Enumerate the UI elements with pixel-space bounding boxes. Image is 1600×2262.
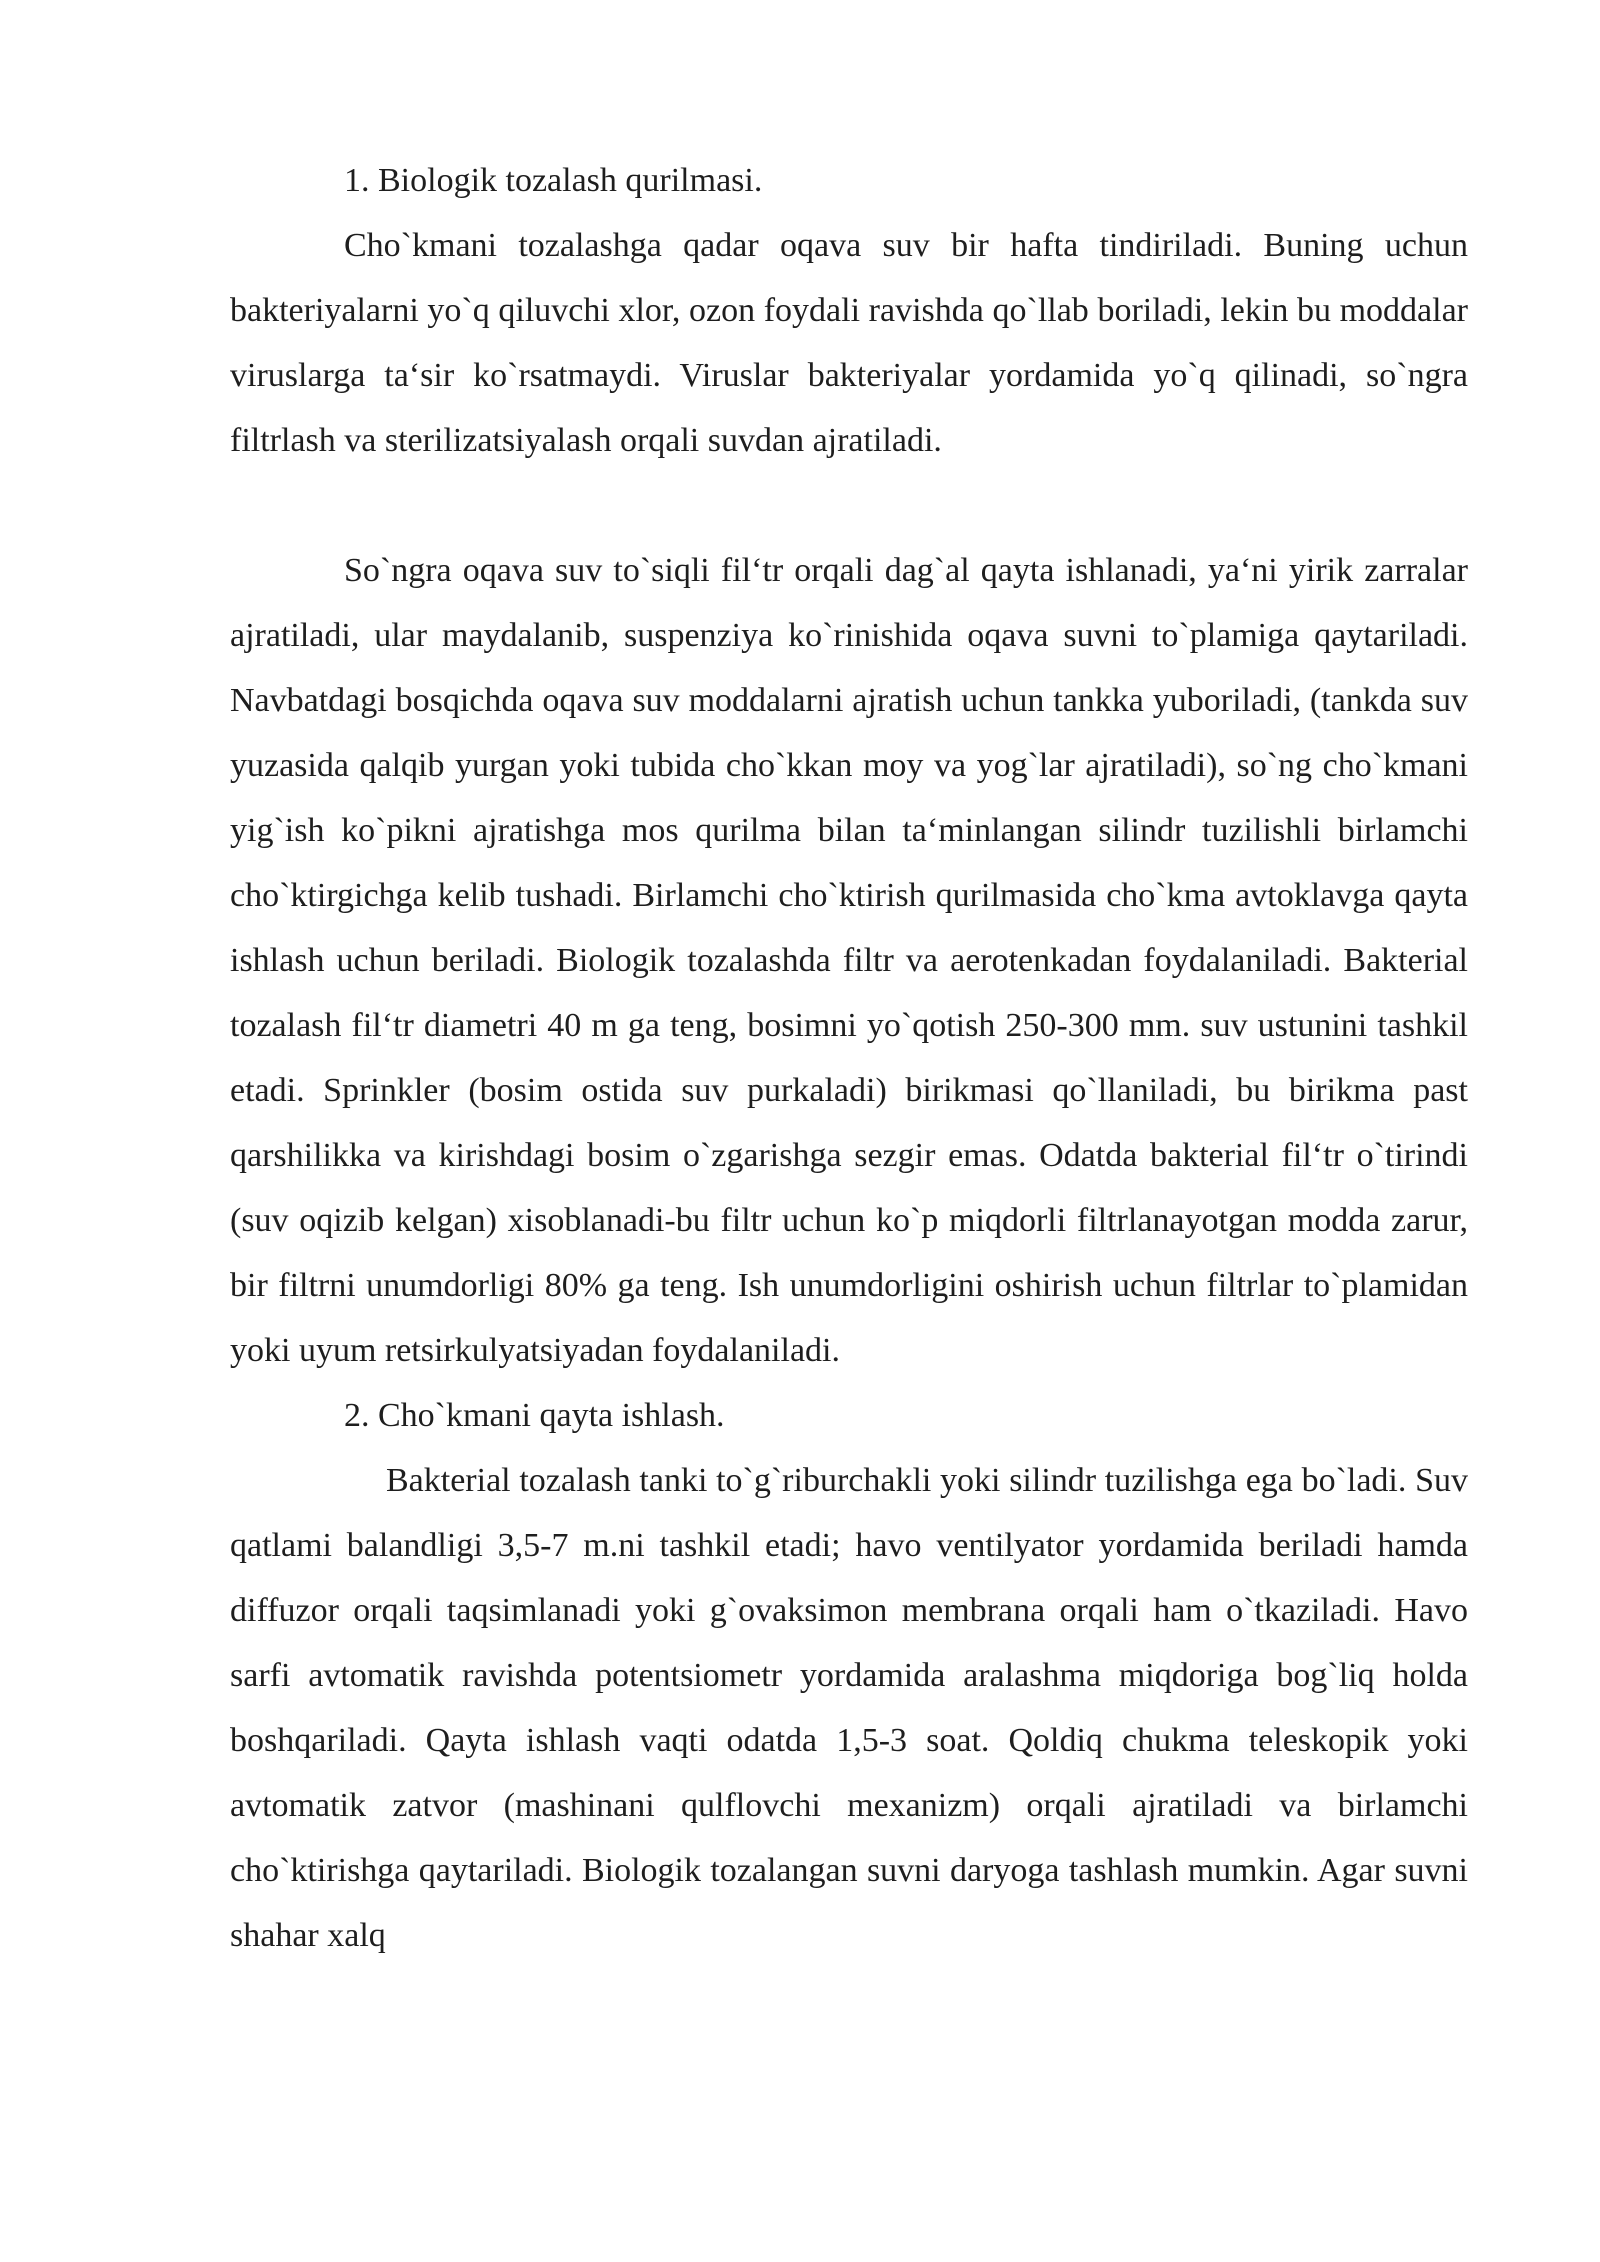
paragraph-sludge-settling: Cho`kmani tozalashga qadar oqava suv bir hafta tindiriladi. Buning uchun bakteriyalarni yo`q qiluvchi xlor, ozon foydali ravishda qo`llab boriladi, lekin bu moddalar viruslarga ta‘sir ko`rsatmaydi. Viruslar bakteriyalar yordamida yo`q qilinadi, so`ngra filtrlash va sterilizatsiyalash orqali suvdan ajratiladi.	[230, 227, 1468, 459]
paragraph-spacer	[230, 473, 1468, 538]
section-heading-sludge-processing: 2. Cho`kmani qayta ishlash.	[344, 1397, 725, 1434]
section-heading-biological-treatment: 1. Biologik tozalash qurilmasi.	[344, 162, 763, 199]
paragraph-bacterial-tank: Bakterial tozalash tanki to`g`riburchakli yoki silindr tuzilishga ega bo`ladi. Suv qatlami balandligi 3,5-7 m.ni tashkil etadi; havo ventilyator yordamida beriladi hamda diffuzor orqali taqsimlanadi yoki g`ovaksimon membrana orqali ham o`tkaziladi. Havo sarfi avtomatik ravishda potentsiometr yordamida aralashma miqdoriga bog`liq holda boshqariladi. Qayta ishlash vaqti odatda 1,5-3 soat. Qoldiq chukma teleskopik yoki avtomatik zatvor (mashinani qulflovchi mexanizm) orqali ajratiladi va birlamchi cho`ktirishga qaytariladi. Biologik tozalangan suvni daryoga tashlash mumkin. Agar suvni shahar xalq	[230, 1462, 1468, 1954]
document-page	[230, 148, 1468, 1968]
paragraph-treatment-process: So`ngra oqava suv to`siqli fil‘tr orqali dag`al qayta ishlanadi, ya‘ni yirik zarralar ajratiladi, ular maydalanib, suspenziya ko`rinishida oqava suvni to`plamiga qaytariladi. Navbatdagi bosqichda oqava suv moddalarni ajratish uchun tankka yuboriladi, (tankda suv yuzasida qalqib yurgan yoki tubida cho`kkan moy va yog`lar ajratiladi), so`ng cho`kmani yig`ish ko`pikni ajratishga mos qurilma bilan ta‘minlangan silindr tuzilishli birlamchi cho`ktirgichga kelib tushadi. Birlamchi cho`ktirish qurilmasida cho`kma avtoklavga qayta ishlash uchun beriladi. Biologik tozalashda filtr va aerotenkadan foydalaniladi. Bakterial tozalash fil‘tr diametri 40 m ga teng, bosimni yo`qotish 250-300 mm. suv ustunini tashkil etadi. Sprinkler (bosim ostida suv purkaladi) birikmasi qo`llaniladi, bu birikma past qarshilikka va kirishdagi bosim o`zgarishga sezgir emas. Odatda bakterial fil‘tr o`tirindi (suv oqizib kelgan) xisoblanadi-bu filtr uchun ko`p miqdorli filtrlanayotgan modda zarur, bir filtrni unumdorligi 80% ga teng. Ish unumdorligini oshirish uchun filtrlar to`plamidan yoki uyum retsirkulyatsiyadan foydalaniladi.	[230, 552, 1468, 1369]
